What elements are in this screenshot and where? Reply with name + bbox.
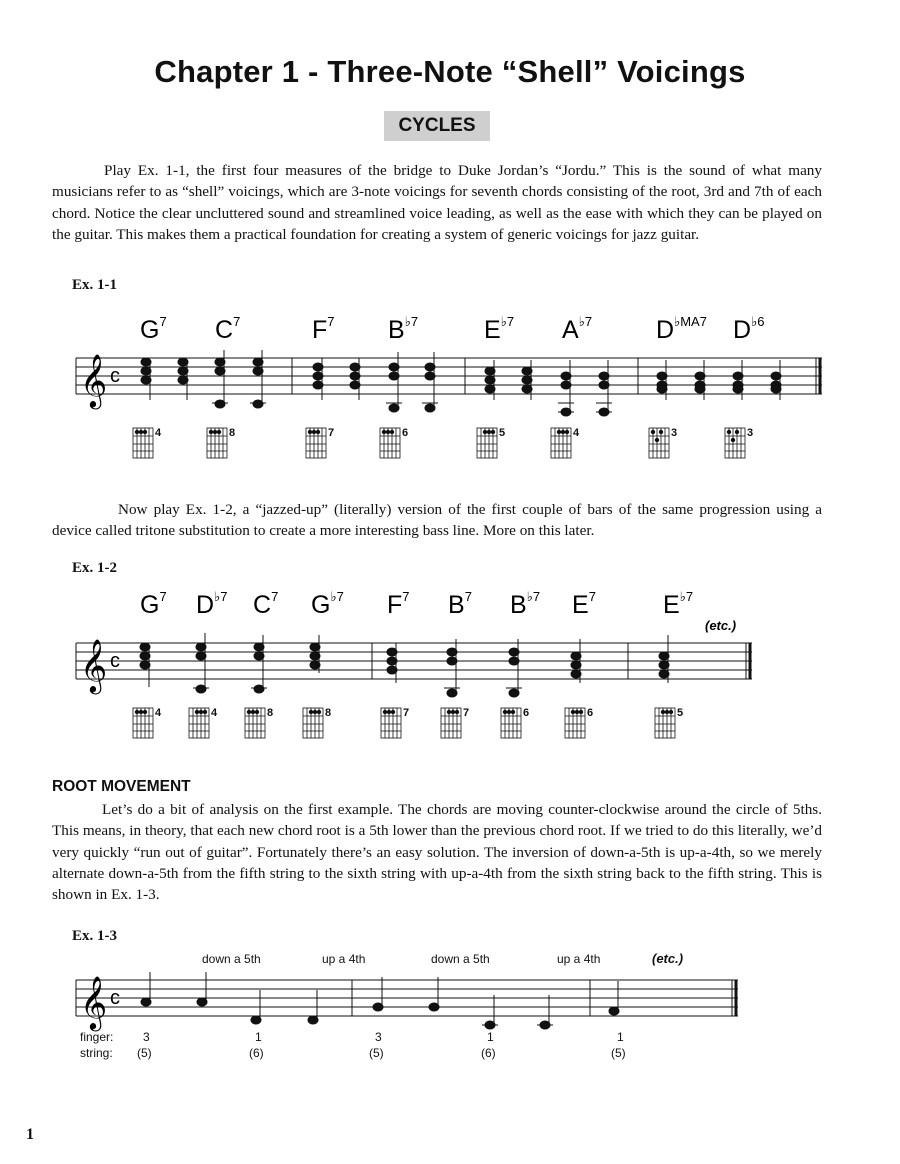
string-number: (5) xyxy=(137,1046,152,1060)
interval-annotation: up a 4th xyxy=(557,952,601,966)
fret-number: 7 xyxy=(328,427,335,439)
chord-symbol: $G^{♭7}$ xyxy=(311,589,344,619)
fret-number: 8 xyxy=(229,427,236,439)
paragraph-tritone-text: Now play Ex. 1-2, a “jazzed-up” (literally) version of the first couple of bars of the same progression using a device called tritone substitution to create a more interesting bass line. More on this later. xyxy=(52,501,822,540)
fret-number: 8 xyxy=(325,707,332,719)
chord-symbol: $B^{♭7}$ xyxy=(510,589,541,619)
note xyxy=(429,977,439,1011)
chord-notes xyxy=(251,635,267,693)
finger-number: 1 xyxy=(617,1030,624,1044)
example-1-3-notation xyxy=(0,945,900,1070)
chord-diagram-icon xyxy=(380,428,400,458)
finger-number: 3 xyxy=(143,1030,150,1044)
fret-number: 7 xyxy=(403,707,410,719)
chord-symbol: $C^7$ xyxy=(253,589,279,619)
chord-diagram-icon xyxy=(477,428,497,458)
bass-notes xyxy=(141,972,619,1029)
chord-diagram-icon xyxy=(725,428,745,458)
etc-marking: (etc.) xyxy=(705,618,737,633)
interval-annotation: down a 5th xyxy=(202,952,261,966)
chord-symbol: $B^{♭7}$ xyxy=(388,314,419,344)
treble-clef-icon: 𝄞 xyxy=(80,976,108,1028)
fret-number: 3 xyxy=(671,427,678,439)
chord-diagram-icon xyxy=(501,708,521,738)
chord-diagram-icon xyxy=(207,428,227,458)
chord-notes xyxy=(422,352,438,412)
chord-symbol: $E^7$ xyxy=(572,589,596,619)
example-1-1-label: Ex. 1-1 xyxy=(72,277,117,293)
chord-symbol: $G^7$ xyxy=(140,589,167,619)
chord-diagrams-1 xyxy=(133,428,745,458)
chord-notes xyxy=(140,643,150,687)
common-time-icon: c xyxy=(110,365,120,387)
chord-symbol: $F^7$ xyxy=(312,314,335,344)
chord-symbol: $E^{♭7}$ xyxy=(663,589,694,619)
chord-symbol: $A^{♭7}$ xyxy=(562,314,593,344)
fret-number: 4 xyxy=(573,427,580,439)
fret-number: 8 xyxy=(267,707,274,719)
finger-number: 1 xyxy=(487,1030,494,1044)
chord-notes xyxy=(444,639,460,697)
fret-number: 5 xyxy=(677,707,684,719)
note xyxy=(482,995,498,1029)
chord-diagram-icon xyxy=(303,708,323,738)
etc-marking: (etc.) xyxy=(652,951,684,966)
chord-notes xyxy=(659,635,669,683)
paragraph-intro-text: Play Ex. 1-1, the first four measures of the bridge to Duke Jordan’s “Jordu.” This is the sound of what many musicians refer to as “shell” voicings, which are 3-note voicings for seventh chords consisting of the root, 3rd and 7th of each chord. Notice the clear uncluttered sound and streamlined voice leading, as well as the ease with which they can be played on the guitar. This makes them a practical foundation for creating a system of generic voicings for jazz guitar. xyxy=(52,162,822,243)
string-number: (6) xyxy=(481,1046,496,1060)
fret-number: 5 xyxy=(499,427,506,439)
chord-notes xyxy=(193,633,209,693)
interval-annotation: up a 4th xyxy=(322,952,366,966)
chord-symbol: $B^7$ xyxy=(448,589,472,619)
chord-notes xyxy=(250,350,266,408)
paragraph-analysis-text: Let’s do a bit of analysis on the first example. The chords are moving counter-clockwise around the circle of 5ths. This means, in theory, that each new chord root is a 5th lower than the previous chord root. If we tried to do this literally, we’d very quickly “run out of guitar”. Fortunately there’s an easy solution. The inversion of down-a-5th is up-a-4th, so we merely alternate down-a-5th from the fifth string to the sixth string with up-a-4th from the sixth string back to the fifth string. This is shown in Ex. 1-3. xyxy=(52,801,822,904)
chord-symbol: $D^{♭6}$ xyxy=(733,314,765,344)
common-time-icon: c xyxy=(110,987,120,1009)
chord-symbols-2 xyxy=(140,589,736,633)
interval-annotations xyxy=(202,951,683,966)
note xyxy=(537,995,553,1029)
example-1-1-notation xyxy=(0,300,900,475)
chord-symbol: $E^{♭7}$ xyxy=(484,314,515,344)
fret-number: 6 xyxy=(587,707,594,719)
section-heading-root-movement: ROOT MOVEMENT xyxy=(52,778,191,795)
chord-symbol: $C^7$ xyxy=(215,314,241,344)
chord-diagram-icon xyxy=(381,708,401,738)
section-heading-cycles: CYCLES xyxy=(384,111,490,141)
finger-number: 1 xyxy=(255,1030,262,1044)
fret-numbers-2 xyxy=(155,707,683,719)
finger-label: finger: xyxy=(80,1030,114,1044)
fret-number: 4 xyxy=(211,707,218,719)
fret-number: 6 xyxy=(402,427,409,439)
chord-diagram-icon xyxy=(245,708,265,738)
fret-number: 4 xyxy=(155,707,162,719)
chord-diagram-icon xyxy=(649,428,669,458)
chord-diagram-icon xyxy=(551,428,571,458)
example-1-3-label: Ex. 1-3 xyxy=(72,928,117,944)
string-number: (5) xyxy=(369,1046,384,1060)
common-time-icon: c xyxy=(110,650,120,672)
fingering-labels xyxy=(80,1030,626,1060)
treble-clef-icon: 𝄞 xyxy=(80,354,108,406)
string-number: (5) xyxy=(611,1046,626,1060)
chord-notes xyxy=(558,360,574,416)
chord-diagram-icon xyxy=(133,428,153,458)
example-1-2-notation xyxy=(0,583,900,758)
paragraph-tritone xyxy=(52,499,822,542)
example-1-2-label: Ex. 1-2 xyxy=(72,560,117,576)
chord-diagram-icon xyxy=(655,708,675,738)
paragraph-intro xyxy=(52,160,822,245)
chord-symbol: $G^7$ xyxy=(140,314,167,344)
fret-number: 6 xyxy=(523,707,530,719)
fret-number: 4 xyxy=(155,427,162,439)
chord-symbol: $D^{♭MA7}$ xyxy=(656,314,707,344)
chord-notes-1 xyxy=(141,350,781,416)
string-number: (6) xyxy=(249,1046,264,1060)
chord-diagram-icon xyxy=(133,708,153,738)
chord-symbols-1 xyxy=(140,314,764,344)
chord-diagram-icon xyxy=(441,708,461,738)
note xyxy=(373,977,383,1011)
chord-diagram-icon xyxy=(189,708,209,738)
fret-numbers-1 xyxy=(155,427,753,439)
chord-diagram-icon xyxy=(565,708,585,738)
chord-symbol: $F^7$ xyxy=(387,589,410,619)
chord-notes xyxy=(386,352,402,412)
staff-2 xyxy=(76,643,752,679)
finger-number: 3 xyxy=(375,1030,382,1044)
interval-annotation: down a 5th xyxy=(431,952,490,966)
fret-number: 3 xyxy=(747,427,754,439)
page-title: Chapter 1 - Three-Note “Shell” Voicings xyxy=(154,54,746,89)
chord-notes xyxy=(310,635,320,673)
chord-notes xyxy=(506,639,522,697)
chord-notes xyxy=(596,360,612,416)
treble-clef-icon: 𝄞 xyxy=(80,639,108,691)
paragraph-analysis xyxy=(52,799,822,905)
chord-notes xyxy=(387,643,397,683)
string-label: string: xyxy=(80,1046,113,1060)
staff-3 xyxy=(76,980,738,1016)
chord-symbol: $D^{♭7}$ xyxy=(196,589,228,619)
page-number: 1 xyxy=(26,1126,34,1143)
fret-number: 7 xyxy=(463,707,470,719)
chord-diagram-icon xyxy=(306,428,326,458)
chord-notes xyxy=(212,350,228,408)
